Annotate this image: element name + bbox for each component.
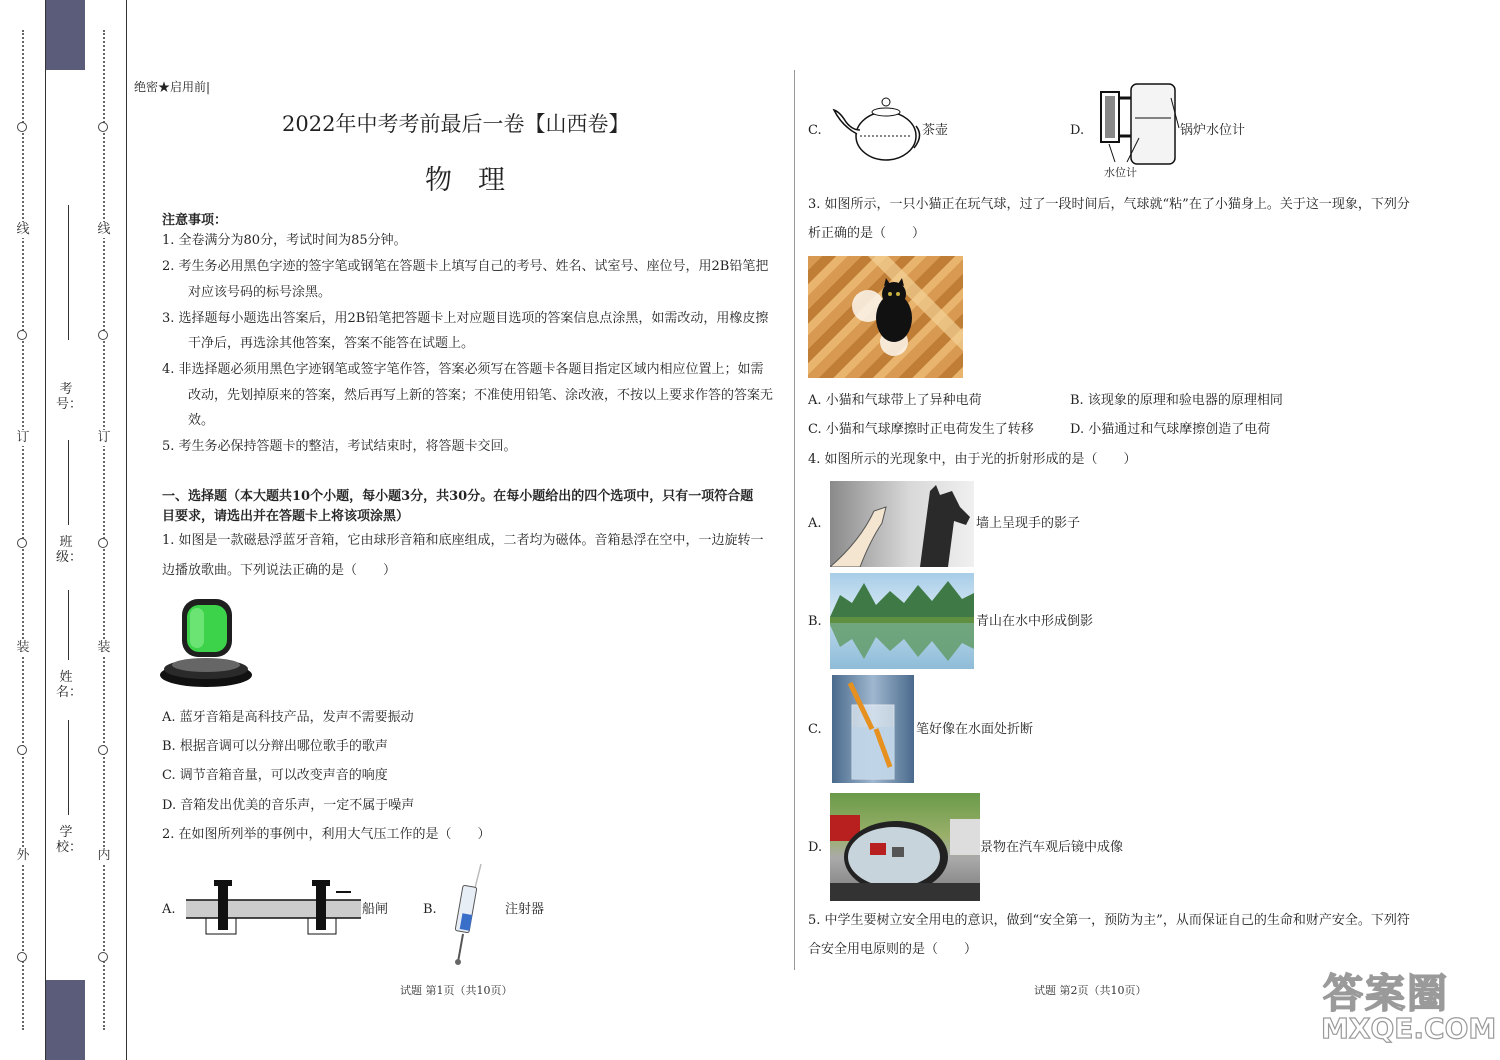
binding-hole-icon [17, 952, 27, 962]
page-2-footer: 试题 第2页（共10页） [1034, 984, 1147, 997]
watermark-url: MXQE.COM [1321, 1012, 1497, 1045]
question-3: 3. 如图所示，一只小猫正在玩气球，过了一段时间后，气球就“粘”在了小猫身上。关于这一现象，下列分 [808, 197, 1410, 212]
q4-option-letter: B. [808, 614, 822, 629]
note-item: 3. 选择题每小题选出答案后，用2B铅笔把答题卡上对应题目选项的答案信息点涂黑，如需改动，用橡皮擦 [162, 311, 769, 326]
exam-number-line[interactable] [68, 205, 69, 340]
binding-char: 线 [97, 222, 111, 237]
q2-option-sublabel: 水位计 [1104, 166, 1137, 179]
q1-option: A. 蓝牙音箱是高科技产品，发声不需要振动 [162, 710, 414, 725]
binding-outline [45, 0, 127, 1060]
page-1-footer: 试题 第1页（共10页） [400, 984, 513, 997]
binding-hole-icon [17, 745, 27, 755]
subject-title: 物理 [425, 165, 531, 196]
binding-char: 装 [97, 640, 111, 655]
q1-option: D. 音箱发出优美的音乐声，一定不属于噪声 [162, 798, 415, 813]
binding-char: 外 [16, 848, 30, 863]
q2-option-letter: B. [423, 902, 437, 917]
inner-dotted-line [103, 30, 105, 1030]
note-item: 4. 非选择题必须用黑色字迹钢笔或签字笔作答，答案必须写在答题卡各题目指定区域内相应位置上；如需 [162, 362, 764, 377]
note-item: 干净后，再选涂其他答案，答案不能答在试题上。 [188, 336, 475, 351]
exam-number-label: 考号： [56, 382, 83, 412]
note-item: 5. 考生务必保持答题卡的整洁，考试结束时，将答题卡交回。 [162, 439, 517, 454]
binding-hole-icon [17, 122, 27, 132]
teapot-image [830, 92, 922, 164]
school-line[interactable] [68, 720, 69, 815]
question-1: 边播放歌曲。下列说法正确的是（ ） [162, 563, 397, 578]
q4-option-label: 景物在汽车观后镜中成像 [980, 840, 1124, 855]
q4-option-letter: A. [808, 516, 822, 531]
q2-option-letter: A. [162, 902, 176, 917]
q4-option-label: 墙上呈现手的影子 [976, 516, 1081, 531]
q3-option: A. 小猫和气球带上了异种电荷 [808, 393, 982, 408]
binding-hole-icon [98, 122, 108, 132]
watermark-logo [1313, 962, 1497, 1052]
question-2: 2. 在如图所列举的事例中，利用大气压工作的是（ ） [162, 827, 491, 842]
q1-option: B. 根据音调可以分辩出哪位歌手的歌声 [162, 739, 388, 754]
secret-label: 绝密★启用前| [134, 80, 211, 94]
boiler-gauge-image [1095, 78, 1180, 173]
car-mirror-image [830, 793, 980, 901]
q4-option-label: 青山在水中形成倒影 [976, 614, 1094, 629]
binding-strip [0, 0, 128, 1060]
cat-balloon-image [808, 256, 963, 378]
question-5: 合安全用电原则的是（ ） [808, 942, 978, 957]
class-line[interactable] [68, 440, 69, 525]
q2-option-letter: D. [1070, 123, 1085, 138]
question-5: 5. 中学生要树立安全用电的意识，做到“安全第一，预防为主”，从而保证自己的生命和财产安全。下列符 [808, 913, 1410, 928]
ship-lock-image [186, 878, 361, 938]
section-heading: 目要求，请选出并在答题卡上将该项涂黑） [162, 509, 410, 524]
q2-option-label: 锅炉水位计 [1180, 123, 1246, 138]
q2-option-label: 注射器 [505, 902, 545, 917]
binding-char: 线 [16, 222, 30, 237]
notes-heading: 注意事项： [162, 213, 228, 228]
q4-option-label: 笔好像在水面处折断 [916, 722, 1034, 737]
q4-option-letter: D. [808, 840, 823, 855]
q1-option: C. 调节音箱音量，可以改变声音的响度 [162, 768, 388, 783]
note-item: 对应该号码的标号涂黑。 [188, 285, 332, 300]
binding-char: 内 [97, 848, 111, 863]
binding-hole-icon [98, 538, 108, 548]
q4-option-letter: C. [808, 722, 822, 737]
section-heading: 一、选择题（本大题共10个小题，每小题3分，共30分。在每小题给出的四个选项中，只有一项符合题 [162, 489, 754, 504]
q2-option-label: 茶壶 [922, 123, 949, 138]
binding-hole-icon [98, 745, 108, 755]
page-divider [794, 70, 795, 970]
question-1: 1. 如图是一款磁悬浮蓝牙音箱，它由球形音箱和底座组成，二者均为磁体。音箱悬浮在空中，一边旋转一 [162, 533, 764, 548]
binding-hole-icon [17, 538, 27, 548]
watermark-text: 答案圈 [1323, 971, 1449, 1017]
name-label: 姓名： [56, 670, 83, 700]
class-label: 班级： [56, 535, 83, 565]
q3-option: B. 该现象的原理和验电器的原理相同 [1070, 393, 1283, 408]
question-3: 析正确的是（ ） [808, 226, 926, 241]
binding-char: 装 [16, 640, 30, 655]
note-item: 2. 考生务必用黑色字迹的签字笔或钢笔在答题卡上填写自己的考号、姓名、试室号、座位号，用2B铅笔把 [162, 259, 769, 274]
note-item: 1. 全卷满分为80分，考试时间为85分钟。 [162, 233, 407, 248]
mountain-reflection-image [830, 573, 974, 669]
binding-hole-icon [98, 330, 108, 340]
pencil-in-water-image [832, 675, 914, 783]
binding-hole-icon [98, 952, 108, 962]
note-item: 效。 [188, 413, 215, 428]
syringe-image [445, 858, 495, 966]
q3-option: C. 小猫和气球摩擦时正电荷发生了转移 [808, 422, 1034, 437]
binding-hole-icon [17, 330, 27, 340]
q2-option-letter: C. [808, 123, 822, 138]
hand-shadow-image [830, 481, 974, 567]
outer-dotted-line [22, 30, 24, 1030]
binding-char: 订 [16, 430, 30, 445]
speaker-image [158, 595, 258, 690]
binding-char: 订 [97, 430, 111, 445]
q3-option: D. 小猫通过和气球摩擦创造了电荷 [1070, 422, 1271, 437]
question-4: 4. 如图所示的光现象中，由于光的折射形成的是（ ） [808, 452, 1137, 467]
exam-title: 2022年中考考前最后一卷【山西卷】 [282, 112, 630, 136]
name-line[interactable] [68, 590, 69, 660]
q2-option-label: 船闸 [362, 902, 389, 917]
note-item: 改动，先划掉原来的答案，然后再写上新的答案；不准使用铅笔、涂改液，不按以上要求作答的答案无 [188, 388, 774, 403]
school-label: 学校： [56, 825, 83, 855]
